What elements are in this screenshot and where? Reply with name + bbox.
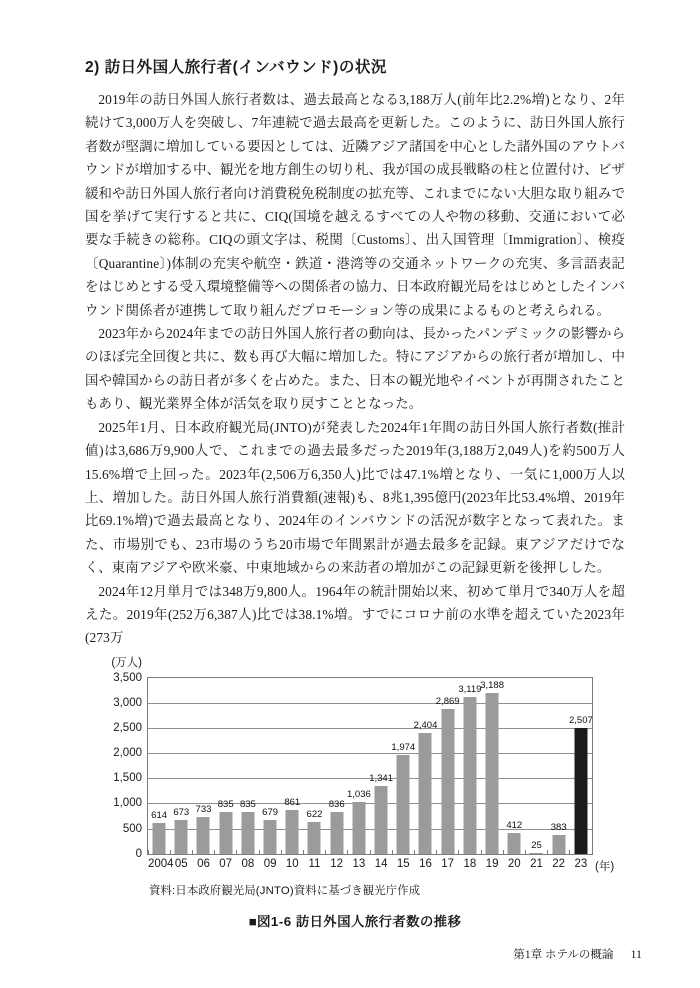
y-tick-label: 3,000 bbox=[113, 696, 142, 709]
bar-value-label: 3,119 bbox=[458, 683, 482, 695]
x-tick-label: 17 bbox=[441, 857, 455, 870]
bar-slot-2004 bbox=[148, 678, 170, 854]
paragraph-1: 2019年の訪日外国人旅行者数は、過去最高となる3,188万人(前年比2.2%増)となり、2年続けて3,000万人を突破し、7年連続で過去最高を更新した。このように、訪日外国人旅行者数が堅調に増加している要因としては、近隣アジア諸国を中心とした諸外国のアウトバウンドが増加する中、観光を地方創生の切り札、我が国の成長戦略の柱と位置付け、ビザ緩和や訪日外国人旅行者向け消費税免税制度の拡充等、これまでにない大胆な取り組みで国を挙げて実行すると共に、CIQ(国境を越えるすべての人や物の移動、交通において必要な手続きの総称。CIQの頭文字は、税関〔Customs〕、出入国管理〔Immigration〕、検疫〔Quarantine〕)体制の充実や航空・鉄道・港湾等の交通ネットワークの充実、多言語表記をはじめとする受入環境整備等への関係者の協力、日本政府観光局をはじめとしたインバウンド関係者が連携して取り組んだプロモーション等の成果によるものと考えられる。 bbox=[85, 92, 625, 318]
bar-slot-13 bbox=[348, 678, 370, 854]
y-tick-label: 2,500 bbox=[113, 722, 142, 735]
bar-slot-10 bbox=[281, 678, 303, 854]
x-tick-label: 09 bbox=[263, 857, 277, 870]
bar-value-label: 679 bbox=[262, 806, 279, 818]
bar-slot-15 bbox=[392, 678, 414, 854]
bar-value-label: 835 bbox=[239, 798, 256, 810]
bar-19 bbox=[486, 693, 499, 853]
x-tick-label: 20 bbox=[507, 857, 521, 870]
footer-page-number: 11 bbox=[630, 947, 642, 961]
chart-x-axis bbox=[148, 854, 615, 873]
bar-slot-11 bbox=[303, 678, 325, 854]
x-axis-tick bbox=[236, 850, 237, 854]
bar-06 bbox=[197, 817, 210, 854]
bar-value-label: 412 bbox=[506, 820, 523, 832]
bar-22 bbox=[552, 835, 565, 854]
bar-value-label: 622 bbox=[306, 809, 323, 821]
x-tick-label: 05 bbox=[174, 857, 188, 870]
paragraph-2: 2023年から2024年までの訪日外国人旅行者の動向は、長かったパンデミックの影響からのほぼ完全回復と共に、数も再び大幅に増加した。特にアジアからの旅行者が増加し、中国や韓国からの訪日者が多くを占めた。また、日本の観光地やイベントが再開されたこともあり、観光業界全体が活気を取り戻すこととなった。 bbox=[85, 326, 625, 412]
bar-slot-16 bbox=[414, 678, 436, 854]
bar-16 bbox=[419, 733, 432, 854]
x-tick-label: 19 bbox=[485, 857, 499, 870]
x-axis-tick bbox=[414, 850, 415, 854]
bar-value-label: 2,869 bbox=[435, 696, 460, 708]
x-axis-tick bbox=[347, 850, 348, 854]
footer-chapter-title: 第1章 ホテルの概論 bbox=[513, 949, 614, 961]
bar-11 bbox=[308, 822, 321, 853]
x-axis-tick bbox=[148, 850, 149, 854]
bar-10 bbox=[286, 810, 299, 853]
bar-slot-08 bbox=[237, 678, 259, 854]
x-axis-tick bbox=[525, 850, 526, 854]
x-tick-label: 08 bbox=[241, 857, 255, 870]
x-tick-label: 18 bbox=[463, 857, 477, 870]
bar-value-label: 614 bbox=[151, 809, 168, 821]
chart-caption: ■図1-6 訪日外国人旅行者数の推移 bbox=[248, 913, 462, 929]
chart-plot bbox=[111, 656, 615, 873]
y-tick-label: 500 bbox=[122, 822, 142, 835]
bar-slot-05 bbox=[170, 678, 192, 854]
figure-1-6 bbox=[85, 656, 625, 930]
bar-23 bbox=[574, 728, 587, 854]
bar-09 bbox=[264, 820, 277, 854]
x-tick-label: 14 bbox=[374, 857, 388, 870]
x-tick-label: 11 bbox=[308, 857, 321, 870]
x-axis-tick bbox=[569, 850, 570, 854]
bar-07 bbox=[219, 812, 232, 854]
bar-13 bbox=[352, 802, 365, 854]
x-tick-label: 12 bbox=[330, 857, 344, 870]
x-axis-tick bbox=[370, 850, 371, 854]
bar-value-label: 673 bbox=[173, 806, 190, 818]
bar-slot-17 bbox=[437, 678, 459, 854]
x-tick-label: 07 bbox=[219, 857, 233, 870]
bar-value-label: 861 bbox=[284, 797, 301, 809]
page-footer bbox=[513, 946, 642, 962]
y-tick-label: 1,000 bbox=[113, 797, 142, 810]
bar-slot-06 bbox=[192, 678, 214, 854]
bar-value-label: 835 bbox=[217, 798, 234, 810]
x-axis-tick bbox=[458, 850, 459, 854]
bar-slot-18 bbox=[459, 678, 481, 854]
paragraph-4: 2024年12月単月では348万9,800人。1964年の統計開始以来、初めて単月で340万人を超えた。2019年(252万6,387人)比では38.1%増。すでにコロナ前の水準を超えていた2023年(273万 bbox=[85, 583, 625, 646]
paragraph-3: 2025年1月、日本政府観光局(JNTO)が発表した2024年1年間の訪日外国人旅行者数(推計値)は3,686万9,900人で、これまでの過去最多だった2019年(3,188万2,049人)を約500万人15.6%増で上回った。2023年(2,506万6,350人)比では47.1%増となり、一気に1,000万人以上、増加した。訪日外国人旅行消費額(速報)も、8兆1,395億円(2023年比53.4%増、2019年比69.1%増)で過去最高となり、2024年のインバウンドの活況が数字となって表れた。また、市場別でも、23市場のうち20市場で年間累計が過去最多を記録。東アジアだけでなく、東南アジアや欧米豪、中東地域からの来訪者の増加がこの記録更新を後押しした。 bbox=[85, 419, 625, 576]
x-axis-tick bbox=[259, 850, 260, 854]
bar-20 bbox=[508, 833, 521, 854]
x-axis-tick bbox=[481, 850, 482, 854]
chart-x-axis-suffix: (年) bbox=[595, 860, 615, 873]
bar-slot-09 bbox=[259, 678, 281, 854]
x-tick-label: 21 bbox=[530, 857, 543, 870]
bar-slot-19 bbox=[481, 678, 503, 854]
y-tick-label: 1,500 bbox=[113, 772, 142, 785]
bar-14 bbox=[375, 786, 388, 853]
x-axis-tick bbox=[547, 850, 548, 854]
bar-value-label: 1,974 bbox=[391, 741, 416, 753]
bar-value-label: 836 bbox=[328, 798, 345, 810]
bar-value-label: 2,404 bbox=[413, 719, 438, 731]
bar-15 bbox=[397, 755, 410, 854]
x-axis-tick bbox=[503, 850, 504, 854]
bar-value-label: 2,507 bbox=[569, 714, 593, 726]
x-axis-tick bbox=[325, 850, 326, 854]
bar-slot-23 bbox=[570, 678, 592, 854]
x-tick-label: 16 bbox=[419, 857, 432, 870]
x-axis-tick bbox=[392, 850, 393, 854]
x-axis-tick bbox=[303, 850, 304, 854]
x-tick-label: 2004 bbox=[148, 857, 174, 870]
x-axis-tick bbox=[214, 850, 215, 854]
y-tick-label: 3,500 bbox=[113, 671, 142, 684]
bar-slot-07 bbox=[215, 678, 237, 854]
x-tick-label: 10 bbox=[285, 857, 299, 870]
bar-05 bbox=[175, 820, 188, 854]
x-tick-label: 15 bbox=[396, 857, 410, 870]
bar-slot-14 bbox=[370, 678, 392, 854]
bar-value-label: 383 bbox=[550, 821, 567, 833]
bar-value-label: 733 bbox=[195, 803, 212, 815]
bar-12 bbox=[330, 812, 343, 854]
bar-value-label: 1,341 bbox=[369, 773, 393, 785]
bar-slot-22 bbox=[548, 678, 570, 854]
bar-value-label: 25 bbox=[531, 839, 542, 851]
bar-2004 bbox=[153, 823, 166, 854]
chart-unit-label: (万人) bbox=[111, 656, 142, 669]
x-axis-tick bbox=[192, 850, 193, 854]
x-axis-tick bbox=[436, 850, 437, 854]
x-axis-tick bbox=[281, 850, 282, 854]
y-tick-label: 2,000 bbox=[113, 747, 142, 760]
bar-17 bbox=[441, 709, 454, 853]
bar-slot-12 bbox=[326, 678, 348, 854]
x-tick-label: 23 bbox=[574, 857, 588, 870]
x-tick-label: 06 bbox=[197, 857, 210, 870]
bar-value-label: 3,188 bbox=[480, 680, 504, 692]
bar-21 bbox=[530, 853, 543, 854]
x-axis-tick bbox=[592, 850, 593, 854]
bar-18 bbox=[463, 697, 476, 854]
x-tick-label: 22 bbox=[552, 857, 566, 870]
chart-source-note: 資料:日本政府観光局(JNTO)資料に基づき観光庁作成 bbox=[149, 884, 421, 897]
x-axis-tick bbox=[170, 850, 171, 854]
bar-08 bbox=[241, 812, 254, 854]
bar-slot-20 bbox=[503, 678, 525, 854]
bar-value-label: 1,036 bbox=[347, 788, 371, 800]
section-heading: 2) 訪日外国人旅行者(インバウンド)の状況 bbox=[85, 59, 387, 76]
y-tick-label: 0 bbox=[135, 847, 142, 860]
x-tick-label: 13 bbox=[352, 857, 366, 870]
bar-slot-21 bbox=[525, 678, 547, 854]
